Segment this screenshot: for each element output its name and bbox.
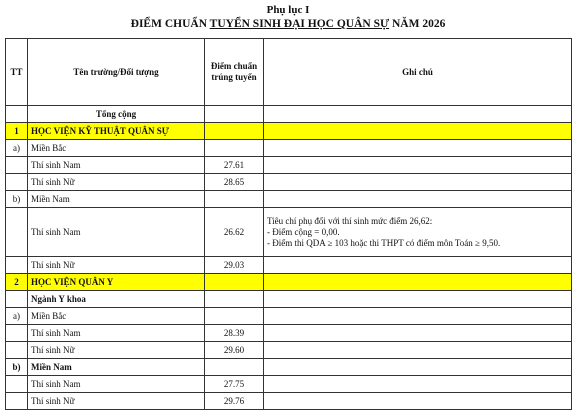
candidate-type: Thí sinh Nam (28, 208, 205, 257)
note-line: - Điểm cộng = 0,00. (267, 226, 340, 237)
score-value: 28.65 (205, 174, 264, 191)
table-cell (264, 157, 572, 174)
score-value: 27.61 (205, 157, 264, 174)
section-row-1 (6, 123, 572, 140)
table-row (6, 342, 572, 359)
region-marker: a) (6, 140, 28, 157)
table-cell (6, 106, 28, 123)
table-cell (205, 191, 264, 208)
section-name: HỌC VIỆN QUÂN Y (28, 274, 205, 291)
note-cell (264, 208, 572, 257)
candidate-type: Thí sinh Nam (28, 325, 205, 342)
table-cell (205, 106, 264, 123)
region-marker: b) (6, 191, 28, 208)
table-cell (6, 342, 28, 359)
total-label: Tổng cộng (28, 106, 205, 123)
table-cell (6, 174, 28, 191)
header-score-line2: trúng tuyển (211, 72, 257, 82)
score-value: 28.39 (205, 325, 264, 342)
header-score-line1: Điểm chuẩn (210, 61, 258, 71)
table-cell (264, 393, 572, 410)
score-value: 29.76 (205, 393, 264, 410)
table-cell (205, 123, 264, 140)
candidate-type: Thí sinh Nữ (28, 393, 205, 410)
table-row (6, 174, 572, 191)
region-name: Miền Nam (28, 359, 205, 376)
section-name: HỌC VIỆN KỸ THUẬT QUÂN SỰ (28, 123, 205, 140)
note-line: Tiêu chí phụ đối với thí sinh mức điểm 26,62: (267, 215, 433, 226)
table-cell (264, 291, 572, 308)
table-cell (6, 208, 28, 257)
table-cell (264, 123, 572, 140)
region-row (6, 359, 572, 376)
table-cell (264, 342, 572, 359)
region-row (6, 308, 572, 325)
page-title (0, 17, 576, 31)
table-row (6, 157, 572, 174)
table-cell (264, 191, 572, 208)
score-value: 26.62 (205, 208, 264, 257)
table-cell (264, 174, 572, 191)
section-number: 1 (6, 123, 28, 140)
table-cell (6, 325, 28, 342)
candidate-type: Thí sinh Nữ (28, 257, 205, 274)
table-cell (264, 359, 572, 376)
score-value: 29.03 (205, 257, 264, 274)
header-tt: TT (6, 39, 28, 106)
table-row (6, 208, 572, 257)
table-cell (6, 257, 28, 274)
region-name: Miền Bắc (28, 308, 205, 325)
table-row (6, 376, 572, 393)
document-title (0, 4, 576, 31)
title-prefix: ĐIỂM CHUẨN (130, 18, 210, 30)
table-cell (6, 157, 28, 174)
table-row (6, 393, 572, 410)
section-row-2 (6, 274, 572, 291)
table-row (6, 325, 572, 342)
table-cell (264, 274, 572, 291)
table-header-row (6, 39, 572, 106)
table-cell (205, 359, 264, 376)
table-cell (205, 308, 264, 325)
score-value: 29.60 (205, 342, 264, 359)
header-name: Tên trường/Đối tượng (28, 39, 205, 106)
region-row (6, 191, 572, 208)
appendix-label: Phụ lục I (266, 4, 310, 16)
table-cell (6, 393, 28, 410)
candidate-type: Thí sinh Nữ (28, 342, 205, 359)
region-row (6, 140, 572, 157)
header-score (205, 39, 264, 106)
table-cell (6, 376, 28, 393)
table-cell (264, 257, 572, 274)
title-suffix: NĂM 2026 (389, 18, 446, 30)
title-underlined: TUYỂN SINH ĐẠI HỌC QUÂN SỰ (209, 18, 390, 30)
candidate-type: Thí sinh Nữ (28, 174, 205, 191)
region-name: Miền Nam (28, 191, 205, 208)
region-name: Miền Bắc (28, 140, 205, 157)
region-marker: a) (6, 308, 28, 325)
major-row (6, 291, 572, 308)
table-cell (264, 140, 572, 157)
table-cell (264, 308, 572, 325)
note-line: - Điểm thi QDA ≥ 103 hoặc thi THPT có điểm môn Toán ≥ 9,50. (267, 237, 501, 248)
region-marker: b) (6, 359, 28, 376)
header-note: Ghi chú (264, 39, 572, 106)
candidate-type: Thí sinh Nam (28, 157, 205, 174)
table-cell (264, 376, 572, 393)
table-row (6, 257, 572, 274)
table-cell (205, 140, 264, 157)
section-number: 2 (6, 274, 28, 291)
table-cell (205, 291, 264, 308)
table-cell (264, 325, 572, 342)
major-name: Ngành Y khoa (28, 291, 205, 308)
score-value: 27.75 (205, 376, 264, 393)
total-row (6, 106, 572, 123)
table-cell (6, 291, 28, 308)
candidate-type: Thí sinh Nam (28, 376, 205, 393)
table-cell (264, 106, 572, 123)
score-table (5, 38, 572, 410)
table-cell (205, 274, 264, 291)
